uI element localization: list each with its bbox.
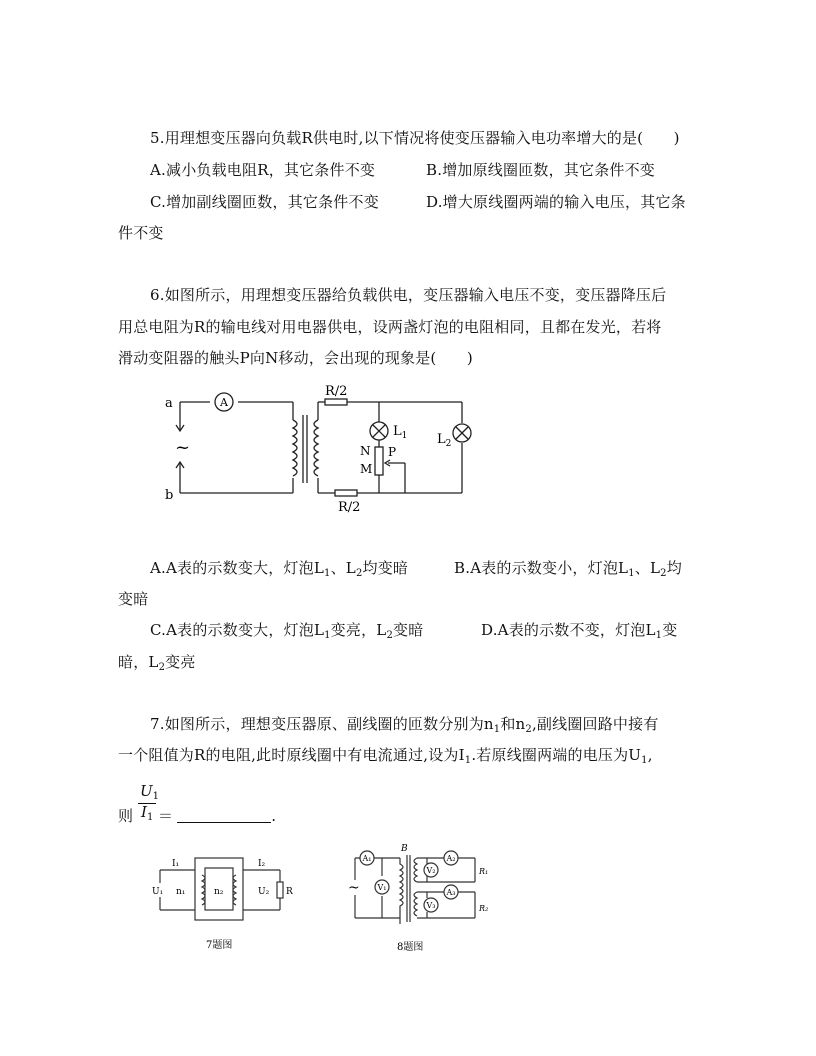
fig7-i2-label: I₂ (258, 859, 266, 869)
fig8-transformer-diagram (345, 840, 495, 955)
q5-option-b: B.增加原线圈匝数，其它条件不变 (426, 161, 655, 179)
fig8-v3-meter: V₃ (426, 901, 436, 910)
fig8-r1-label: R₁ (479, 867, 489, 876)
q6-option-b-cont: 变暗 (118, 590, 149, 608)
q5-option-d: D.增大原线圈两端的输入电压，其它条 (426, 193, 686, 211)
q7-stem-line2: 一个阻值为R的电阻,此时原线圈中有电流通过,设为$I_1$.若原线圈两端的电压为$U_1$, (118, 746, 653, 766)
terminal-a: a (165, 396, 173, 411)
resistor-top-label: R/2 (325, 385, 348, 399)
fig7-u2-label: U₂ (258, 887, 270, 897)
q6-stem-line3: 滑动变阻器的触头P向N移动，会出现的现象是( ) (118, 349, 473, 367)
q6-option-d: D.A表的示数不变，灯泡$L_1$变 (481, 621, 678, 641)
lamp-l2-label: $L_2$ (437, 432, 452, 449)
slider-p-label: P (388, 445, 397, 459)
q6-option-a: A.A表的示数变大，灯泡$L_1$、$L_2$均变暗 (150, 559, 409, 579)
fig7-r-label: R (286, 887, 293, 897)
fig8-caption: 8题图 (397, 942, 424, 953)
fig7-i1-label: I₁ (172, 859, 180, 869)
q6-stem-line2: 用总电阻为R的输电线对用电器供电，设两盏灯泡的电阻相同，且都在发光，若将 (118, 318, 662, 336)
q6-option-d-cont: 暗，$L_2$变亮 (118, 653, 196, 673)
fig8-a2-meter: A₂ (446, 854, 456, 863)
q6-stem-line1: 6.如图所示，用理想变压器给负载供电，变压器输入电压不变，变压器降压后 (150, 286, 667, 304)
fig7-transformer-diagram (150, 850, 300, 955)
fig7-n2-label: n₂ (214, 887, 224, 897)
q5-option-c: C.增加副线圈匝数，其它条件不变 (150, 193, 379, 211)
q6-circuit-diagram (155, 385, 475, 515)
resistor-bottom-label: R/2 (338, 500, 361, 515)
ac-source-icon: ~ (175, 437, 191, 458)
fig7-caption: 7题图 (206, 940, 233, 951)
q7-ratio-denominator: $I_1$ (141, 803, 154, 823)
fig8-ac-source-icon: ~ (348, 880, 360, 896)
terminal-b: b (165, 488, 174, 503)
fig8-b-label: B (401, 844, 408, 854)
q6-option-c: C.A表的示数变大，灯泡$L_1$变亮，$L_2$变暗 (150, 621, 424, 641)
fig8-v1-meter: V₁ (377, 883, 387, 892)
q7-stem-line1: 7.如图所示，理想变压器原、副线圈的匝数分别为$n_1$和$n_2$,副线圈回路中接有 (150, 715, 659, 735)
fig8-r2-label: R₂ (479, 904, 489, 913)
fig8-v2-meter: V₂ (426, 866, 436, 875)
ammeter-label: A (220, 396, 228, 409)
q7-answer-line: ＝ . (158, 807, 277, 825)
q5-option-d-cont: 件不变 (118, 224, 164, 242)
q5-stem: 5.用理想变压器向负载R供电时,以下情况将使变压器输入电功率增大的是( ) (150, 129, 680, 147)
q5-option-a: A.减小负载电阻R，其它条件不变 (150, 161, 376, 179)
q7-ratio-prefix: 则 (118, 807, 134, 825)
fig8-a1-meter: A₁ (362, 854, 372, 863)
rheostat-m-label: M (360, 462, 373, 476)
fig8-a3-meter: A₃ (446, 888, 456, 897)
q7-ratio-numerator: $U_1$ (140, 782, 160, 802)
fig7-u1-label: U₁ (152, 887, 164, 897)
lamp-l1-label: $L_1$ (393, 424, 408, 441)
q7-answer-blank[interactable] (177, 808, 271, 823)
fig7-n1-label: n₁ (176, 887, 186, 897)
q6-option-b: B.A表的示数变小，灯泡$L_1$、$L_2$均 (454, 559, 682, 579)
rheostat-n-label: N (360, 444, 371, 458)
